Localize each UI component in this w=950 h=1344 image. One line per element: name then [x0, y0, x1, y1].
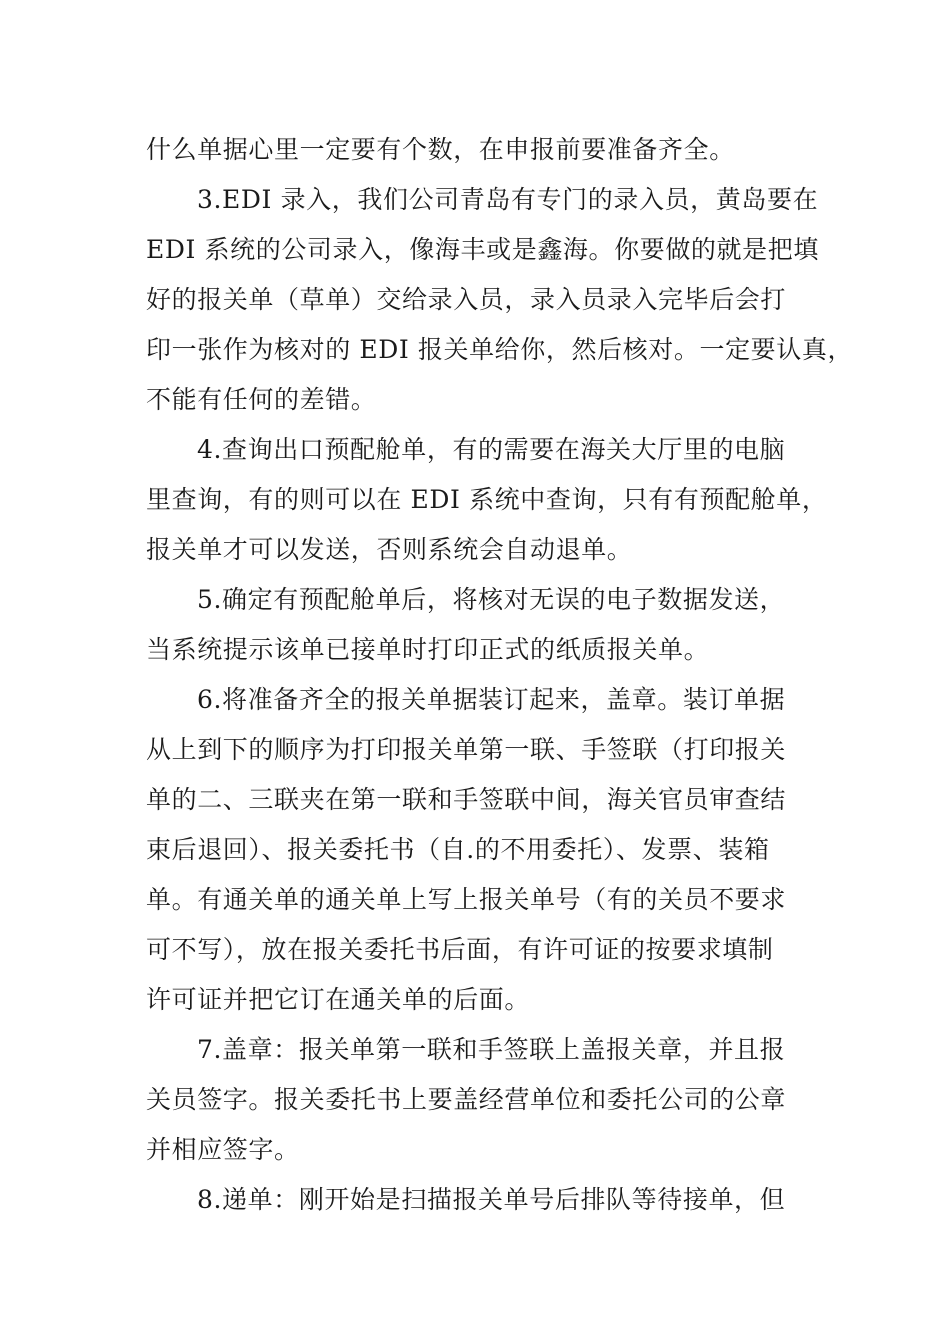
text-line: 可不写），放在报关委托书后面，有许可证的按要求填制: [146, 935, 774, 964]
text-line: 里查询，有的则可以在 EDI 系统中查询，只有有预配舱单，: [146, 485, 828, 514]
paragraph-step-3-start: 3.EDI 录入，我们公司青岛有专门的录入员，黄岛要在: [197, 185, 819, 214]
paragraph-step-4-start: 4.查询出口预配舱单，有的需要在海关大厅里的电脑: [197, 435, 786, 464]
text-line: 不能有任何的差错。: [146, 385, 377, 414]
paragraph-step-7-start: 7.盖章：报关单第一联和手签联上盖报关章，并且报: [197, 1035, 786, 1064]
text-line: 并相应签字。: [146, 1135, 300, 1164]
text-line: 报关单才可以发送，否则系统会自动退单。: [146, 535, 633, 564]
text-line: 好的报关单（草单）交给录入员，录入员录入完毕后会打: [146, 285, 787, 314]
text-line: 许可证并把它订在通关单的后面。: [146, 985, 531, 1014]
text-line: 印一张作为核对的 EDI 报关单给你，然后核对。一定要认真，: [146, 335, 854, 364]
text-line: 单的二、三联夹在第一联和手签联中间，海关官员审查结: [146, 785, 787, 814]
text-line: 束后退回）、报关委托书（自.的不用委托）、发票、装箱: [146, 835, 770, 864]
paragraph-step-8-start: 8.递单：刚开始是扫描报关单号后排队等待接单，但: [197, 1185, 786, 1214]
text-line: 单。有通关单的通关单上写上报关单号（有的关员不要求: [146, 885, 787, 914]
text-line: EDI 系统的公司录入，像海丰或是鑫海。你要做的就是把填: [146, 235, 819, 264]
paragraph-step-5-start: 5.确定有预配舱单后，将核对无误的电子数据发送，: [197, 585, 786, 614]
text-line: 从上到下的顺序为打印报关单第一联、手签联（打印报关: [146, 735, 787, 764]
text-line: 当系统提示该单已接单时打印正式的纸质报关单。: [146, 635, 710, 664]
paragraph-step-6-start: 6.将准备齐全的报关单据装订起来，盖章。装订单据: [197, 685, 786, 714]
text-line: 关员签字。报关委托书上要盖经营单位和委托公司的公章: [146, 1085, 787, 1114]
text-line: 什么单据心里一定要有个数，在申报前要准备齐全。: [146, 135, 735, 164]
